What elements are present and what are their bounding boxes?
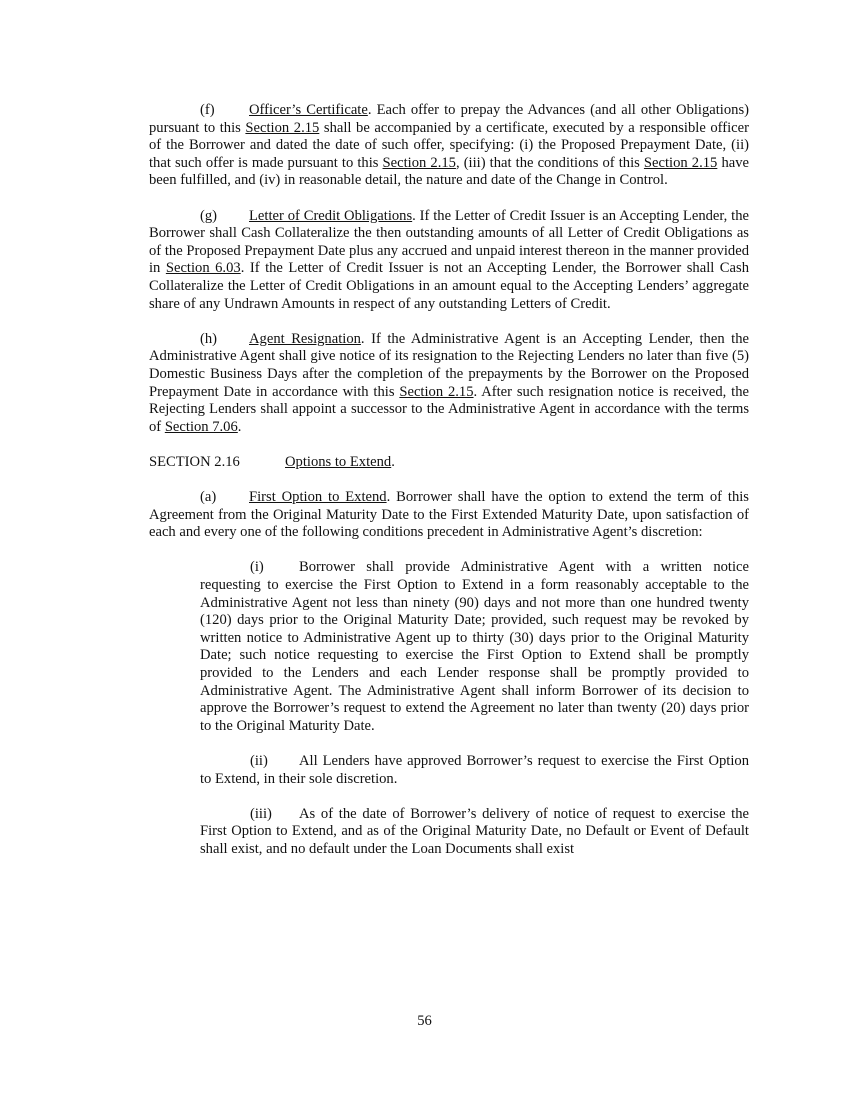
paragraph-text: . If the Letter of Credit Issuer is not an Accepting Lender, the Borrower shall Cash Collateralize the Letter of Credit Obligations in an amount equal to the Accepting Lenders’ aggregate share of any Undrawn Amounts in respect of any outstanding Letters of Credit. xyxy=(149,260,749,312)
paragraph-heading: Agent Resignation xyxy=(249,330,361,347)
paragraph-text: . Borrower shall have the option to extend the term of this Agreement from the Original Maturity Date to the First Extended Maturity Date, upon satisfaction of each and every one of the following conditions precedent in Administrative Agent’s discretion: xyxy=(149,489,749,541)
subparagraph-text: All Lenders have approved Borrower’s request to exercise the First Option to Extend, in their sole discretion. xyxy=(200,752,749,787)
paragraph-label: (g) xyxy=(200,207,218,224)
section-reference: Section 7.06 xyxy=(164,418,238,435)
paragraph-a xyxy=(149,489,749,542)
section-reference: Section 6.03 xyxy=(165,260,241,277)
section-title-period: . xyxy=(391,453,395,470)
paragraph-label: (a) xyxy=(200,489,217,506)
section-reference: Section 2.15 xyxy=(399,383,474,400)
paragraph-f xyxy=(149,102,749,190)
section-heading xyxy=(149,454,749,472)
section-number: SECTION 2.16 xyxy=(149,453,240,470)
paragraph-text: . After such resignation notice is received, the Rejecting Lenders shall appoint a successor to the Administrative Agent in accordance with the terms of xyxy=(149,383,749,435)
paragraph-label: (f) xyxy=(200,102,215,118)
subparagraph-i xyxy=(200,559,749,735)
paragraph-g xyxy=(149,208,749,314)
paragraph-label: (h) xyxy=(200,330,218,347)
section-reference: Section 2.15 xyxy=(382,154,456,171)
paragraph-text: . If the Administrative Agent is an Accepting Lender, then the Administrative Agent shall give notice of its resignation to the Rejecting Lenders no later than five (5) Domestic Business Days after the completion of the prepayments by the Borrower on the Proposed Prepayment Date in accordance with this xyxy=(149,330,749,400)
section-title: Options to Extend xyxy=(285,453,392,470)
paragraph-heading: Officer’s Certificate xyxy=(249,102,368,118)
paragraph-h xyxy=(149,331,749,437)
document-page xyxy=(149,102,749,859)
paragraph-heading: Letter of Credit Obligations xyxy=(249,207,413,224)
subparagraph-iii xyxy=(200,806,749,859)
paragraph-heading: First Option to Extend xyxy=(249,489,387,506)
subparagraph-text: As of the date of Borrower’s delivery of notice of request to exercise the First Option to Extend, and as of the Original Maturity Date, no Default or Event of Default shall exist, and no default under the Loan Documents shall exist xyxy=(200,805,749,857)
paragraph-text: . If the Letter of Credit Issuer is an Accepting Lender, the Borrower shall Cash Collateralize the then outstanding amounts of all Letter of Credit Obligations as of the Proposed Prepayment Date plus any accrued and unpaid interest thereon in the manner provided in xyxy=(149,207,749,277)
subparagraph-label: (iii) xyxy=(250,805,272,822)
paragraph-text: . Each offer to prepay the Advances (and all other Obligations) pursuant to this xyxy=(149,102,749,136)
page-number: 56 xyxy=(417,1013,432,1029)
subparagraph-label: (ii) xyxy=(250,752,268,769)
paragraph-text: shall be accompanied by a certificate, executed by a responsible officer of the Borrower and dated the date of such offer, specifying: (i) the Proposed Prepayment Date, (ii) that such offer is made pursuant to this xyxy=(149,119,749,171)
section-reference: Section 2.15 xyxy=(643,154,718,171)
section-reference: Section 2.15 xyxy=(245,119,320,136)
subparagraph-ii xyxy=(200,753,749,788)
subparagraph-label: (i) xyxy=(250,559,264,576)
paragraph-text: , (iii) that the conditions of this xyxy=(455,154,644,171)
paragraph-text: have been fulfilled, and (iv) in reasonable detail, the nature and date of the Change in Control. xyxy=(149,154,749,189)
subparagraph-text: Borrower shall provide Administrative Agent with a written notice requesting to exercise the First Option to Extend in a form reasonably acceptable to the Administrative Agent not less than ninety (90) days and not more than one hundred twenty (120) days prior to the Original Maturity Date; provided, such request may be revoked by written notice to Administrative Agent up to thirty (30) days prior to the Original Maturity Date; such notice requesting to exercise the First Option to Extend shall be promptly provided to the Lenders and each Lender response shall be promptly provided to Administrative Agent. The Administrative Agent shall inform Borrower of its decision to approve the Borrower’s request to extend the Agreement no later than twenty (20) days prior to the Original Maturity Date. xyxy=(200,559,749,734)
paragraph-text: . xyxy=(237,418,242,435)
